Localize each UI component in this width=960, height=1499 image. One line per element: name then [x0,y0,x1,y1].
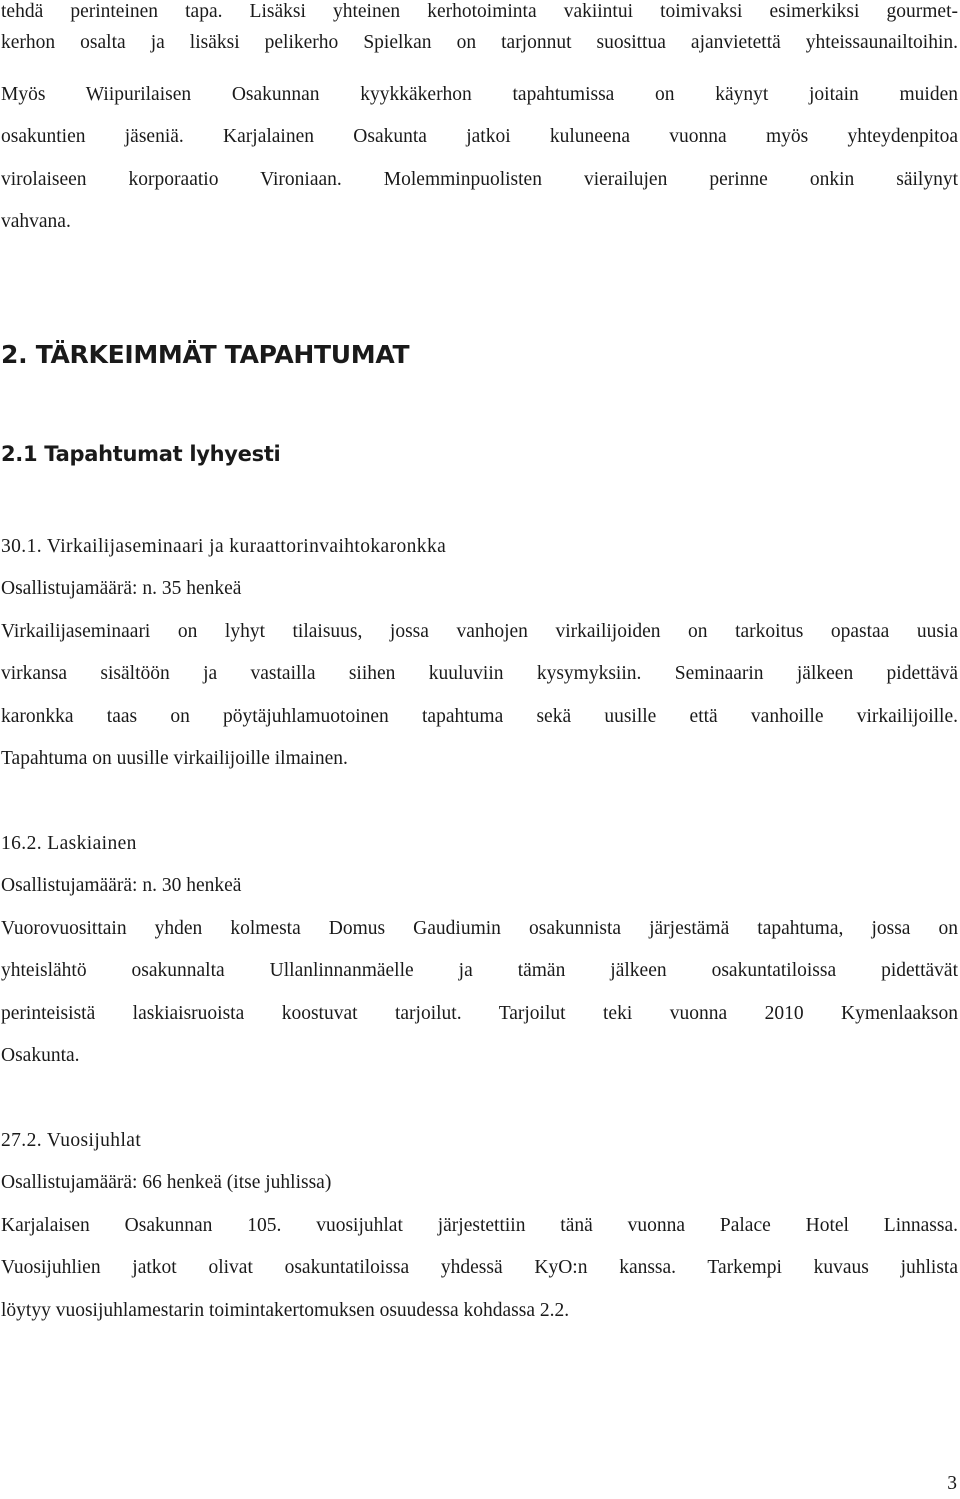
event-attendance: Osallistujamäärä: n. 35 henkeä [1,578,242,599]
page-number: 3 [947,1473,957,1494]
event-description-line: virkansa sisältöön ja vastailla siihen kuuluviin kysymyksiin. Seminaarin jälkeen pidettävä [1,663,958,684]
event-title: 27.2. Vuosijuhlat [1,1130,142,1151]
event-description-line: Osakunta. [1,1045,80,1066]
intro-line: vahvana. [1,211,71,232]
intro-line: virolaiseen korporaatio Vironiaan. Molemminpuolisten vierailujen perinne onkin säilynyt [1,169,958,190]
event-attendance: Osallistujamäärä: 66 henkeä (itse juhlissa) [1,1172,332,1193]
event-attendance: Osallistujamäärä: n. 30 henkeä [1,875,242,896]
intro-line: Myös Wiipurilaisen Osakunnan kyykkäkerhon tapahtumissa on käynyt joitain muiden [1,84,958,105]
event-description-line: perinteisistä laskiaisruoista koostuvat tarjoilut. Tarjoilut teki vuonna 2010 Kymenlaakson [1,1003,958,1024]
event-description-line: karonkka taas on pöytäjuhlamuotoinen tapahtuma sekä uusille että vanhoille virkailijoille. [1,706,958,727]
event-description-line: Vuorovuosittain yhden kolmesta Domus Gaudiumin osakunnista järjestämä tapahtuma, jossa on [1,918,958,939]
intro-line: kerhon osalta ja lisäksi pelikerho Spielkan on tarjonnut suosittua ajanvietettä yhteissaunailtoihin. [1,32,958,53]
event-title: 30.1. Virkailijaseminaari ja kuraattorinvaihtokaronkka [1,536,447,557]
event-description-line: Vuosijuhlien jatkot olivat osakuntatiloissa yhdessä KyO:n kanssa. Tarkempi kuvaus juhlista [1,1257,958,1278]
subsection-heading: 2.1 Tapahtumat lyhyesti [1,442,281,466]
event-description-line: Tapahtuma on uusille virkailijoille ilmainen. [1,748,348,769]
section-heading: 2. TÄRKEIMMÄT TAPAHTUMAT [1,340,410,369]
intro-line: osakuntien jäseniä. Karjalainen Osakunta jatkoi kuluneena vuonna myös yhteydenpitoa [1,126,958,147]
event-description-line: Karjalaisen Osakunnan 105. vuosijuhlat järjestettiin tänä vuonna Palace Hotel Linnassa. [1,1215,958,1236]
event-description-line: yhteislähtö osakunnalta Ullanlinnanmäelle ja tämän jälkeen osakuntatiloissa pidettävät [1,960,958,981]
event-description-line: löytyy vuosijuhlamestarin toimintakertomuksen osuudessa kohdassa 2.2. [1,1300,570,1321]
intro-line: tehdä perinteinen tapa. Lisäksi yhteinen kerhotoiminta vakiintui toimivaksi esimerkiksi gourmet- [1,1,958,22]
event-title: 16.2. Laskiainen [1,833,137,854]
event-description-line: Virkailijaseminaari on lyhyt tilaisuus, jossa vanhojen virkailijoiden on tarkoitus opastaa uusia [1,621,958,642]
